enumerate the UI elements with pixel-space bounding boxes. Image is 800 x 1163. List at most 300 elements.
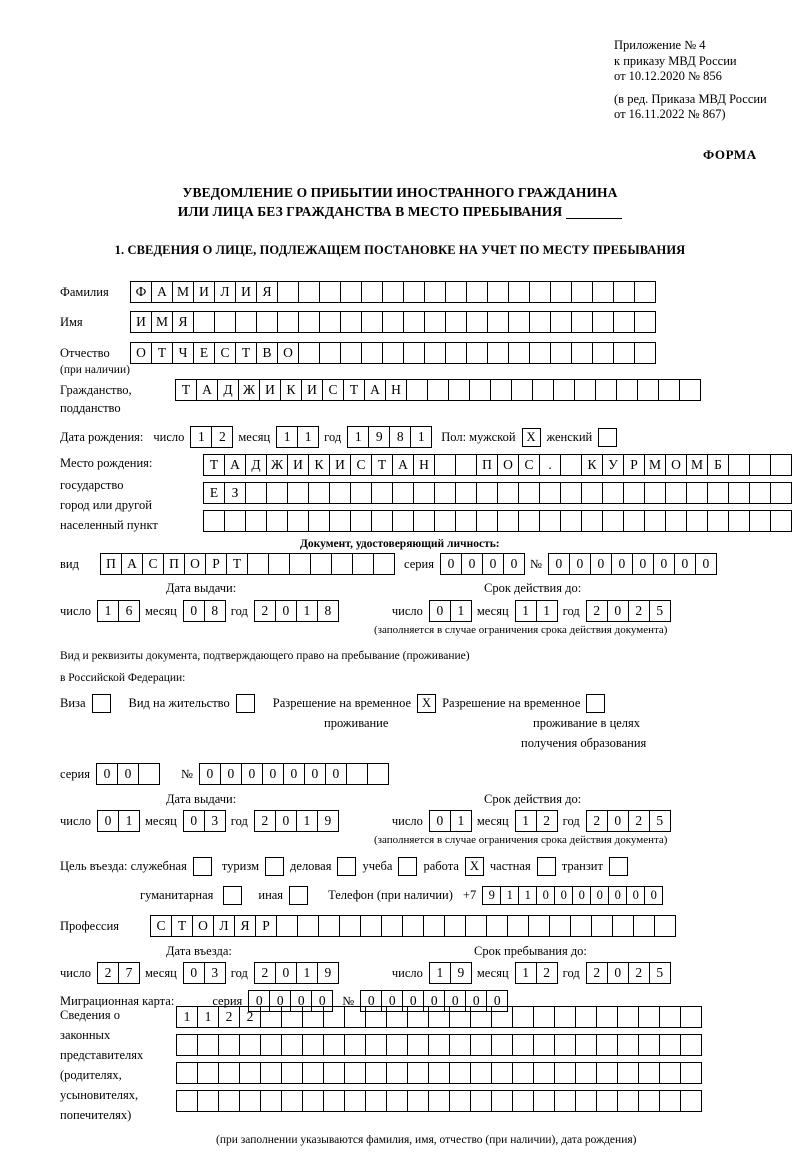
char-cell[interactable] xyxy=(497,482,519,504)
char-cell[interactable] xyxy=(281,1062,303,1084)
char-cell[interactable] xyxy=(574,379,596,401)
char-cell[interactable] xyxy=(470,1034,492,1056)
char-cell[interactable] xyxy=(487,342,509,364)
char-cell[interactable]: 0 xyxy=(569,553,591,575)
char-cell[interactable]: 0 xyxy=(536,886,555,905)
char-cell[interactable] xyxy=(770,482,792,504)
char-cell[interactable]: М xyxy=(644,454,666,476)
char-cell[interactable] xyxy=(612,915,634,937)
profession-input[interactable] xyxy=(150,915,675,937)
char-cell[interactable] xyxy=(560,454,582,476)
char-cell[interactable] xyxy=(424,281,446,303)
purpose-tourism-checkbox[interactable] xyxy=(265,857,284,876)
char-cell[interactable] xyxy=(560,510,582,532)
char-cell[interactable]: Р xyxy=(205,553,227,575)
char-cell[interactable]: 0 xyxy=(304,763,326,785)
char-cell[interactable]: С xyxy=(214,342,236,364)
char-cell[interactable] xyxy=(596,1062,618,1084)
char-cell[interactable] xyxy=(554,1062,576,1084)
char-cell[interactable]: 0 xyxy=(183,962,205,984)
char-cell[interactable]: Р xyxy=(623,454,645,476)
char-cell[interactable] xyxy=(550,311,572,333)
char-cell[interactable] xyxy=(487,311,509,333)
char-cell[interactable] xyxy=(319,281,341,303)
char-cell[interactable] xyxy=(470,1006,492,1028)
char-cell[interactable] xyxy=(176,1090,198,1112)
char-cell[interactable] xyxy=(298,281,320,303)
char-cell[interactable]: 1 xyxy=(515,962,537,984)
char-cell[interactable] xyxy=(469,379,491,401)
char-cell[interactable] xyxy=(340,342,362,364)
char-cell[interactable]: О xyxy=(130,342,152,364)
char-cell[interactable]: 0 xyxy=(96,763,118,785)
char-cell[interactable] xyxy=(434,482,456,504)
char-cell[interactable] xyxy=(490,379,512,401)
stay-issue-month-input[interactable] xyxy=(183,810,225,832)
char-cell[interactable] xyxy=(329,510,351,532)
char-cell[interactable] xyxy=(491,1034,513,1056)
char-cell[interactable] xyxy=(361,342,383,364)
char-cell[interactable] xyxy=(218,1034,240,1056)
char-cell[interactable] xyxy=(260,1006,282,1028)
char-cell[interactable]: Т xyxy=(151,342,173,364)
char-cell[interactable]: 0 xyxy=(482,553,504,575)
char-cell[interactable]: 0 xyxy=(381,990,403,1012)
birthplace-row-2-input[interactable] xyxy=(203,482,791,504)
char-cell[interactable]: 1 xyxy=(429,962,451,984)
valid-day-input[interactable] xyxy=(429,600,471,622)
char-cell[interactable]: 1 xyxy=(97,600,119,622)
char-cell[interactable]: 0 xyxy=(248,990,270,1012)
char-cell[interactable]: 0 xyxy=(572,886,591,905)
char-cell[interactable]: 0 xyxy=(402,990,424,1012)
char-cell[interactable]: 9 xyxy=(317,810,339,832)
char-cell[interactable]: 3 xyxy=(204,962,226,984)
char-cell[interactable]: 0 xyxy=(548,553,570,575)
char-cell[interactable] xyxy=(449,1090,471,1112)
char-cell[interactable] xyxy=(323,1062,345,1084)
char-cell[interactable]: 2 xyxy=(586,600,608,622)
char-cell[interactable]: К xyxy=(280,379,302,401)
char-cell[interactable] xyxy=(424,342,446,364)
char-cell[interactable] xyxy=(623,510,645,532)
char-cell[interactable] xyxy=(679,379,701,401)
char-cell[interactable] xyxy=(728,510,750,532)
char-cell[interactable] xyxy=(406,379,428,401)
char-cell[interactable] xyxy=(637,379,659,401)
purpose-study-checkbox[interactable] xyxy=(398,857,417,876)
char-cell[interactable]: С xyxy=(322,379,344,401)
char-cell[interactable]: 2 xyxy=(628,600,650,622)
char-cell[interactable] xyxy=(382,342,404,364)
char-cell[interactable] xyxy=(508,342,530,364)
char-cell[interactable] xyxy=(407,1006,429,1028)
char-cell[interactable] xyxy=(680,1062,702,1084)
char-cell[interactable] xyxy=(617,1090,639,1112)
char-cell[interactable]: 8 xyxy=(389,426,411,448)
char-cell[interactable] xyxy=(449,1062,471,1084)
char-cell[interactable] xyxy=(532,379,554,401)
char-cell[interactable] xyxy=(592,311,614,333)
char-cell[interactable] xyxy=(539,482,561,504)
char-cell[interactable] xyxy=(634,342,656,364)
char-cell[interactable] xyxy=(518,482,540,504)
char-cell[interactable] xyxy=(575,1090,597,1112)
visa-checkbox[interactable] xyxy=(92,694,111,713)
name-input[interactable] xyxy=(130,311,655,333)
char-cell[interactable]: 6 xyxy=(118,600,140,622)
char-cell[interactable] xyxy=(512,1034,534,1056)
char-cell[interactable]: Л xyxy=(214,281,236,303)
char-cell[interactable] xyxy=(323,1034,345,1056)
char-cell[interactable] xyxy=(638,1006,660,1028)
char-cell[interactable] xyxy=(365,1034,387,1056)
char-cell[interactable]: 0 xyxy=(626,886,645,905)
stay-issue-day-input[interactable] xyxy=(97,810,139,832)
doc-type-input[interactable] xyxy=(100,553,394,575)
char-cell[interactable]: 0 xyxy=(444,990,466,1012)
char-cell[interactable]: И xyxy=(130,311,152,333)
char-cell[interactable]: 8 xyxy=(204,600,226,622)
valid-month-input[interactable] xyxy=(515,600,557,622)
char-cell[interactable]: 2 xyxy=(97,962,119,984)
char-cell[interactable]: Я xyxy=(172,311,194,333)
char-cell[interactable]: 2 xyxy=(254,600,276,622)
char-cell[interactable]: 9 xyxy=(482,886,501,905)
char-cell[interactable] xyxy=(533,1006,555,1028)
char-cell[interactable] xyxy=(554,1090,576,1112)
char-cell[interactable] xyxy=(381,915,403,937)
char-cell[interactable] xyxy=(245,510,267,532)
char-cell[interactable] xyxy=(476,510,498,532)
char-cell[interactable]: 0 xyxy=(290,990,312,1012)
char-cell[interactable] xyxy=(373,553,395,575)
char-cell[interactable]: 5 xyxy=(649,962,671,984)
char-cell[interactable] xyxy=(392,510,414,532)
char-cell[interactable] xyxy=(638,1090,660,1112)
char-cell[interactable]: С xyxy=(142,553,164,575)
char-cell[interactable]: 0 xyxy=(199,763,221,785)
char-cell[interactable]: 0 xyxy=(117,763,139,785)
char-cell[interactable]: К xyxy=(308,454,330,476)
char-cell[interactable]: Е xyxy=(193,342,215,364)
legal-rep-row-3-input[interactable] xyxy=(176,1062,701,1084)
char-cell[interactable] xyxy=(239,1034,261,1056)
char-cell[interactable] xyxy=(361,281,383,303)
char-cell[interactable]: 0 xyxy=(461,553,483,575)
char-cell[interactable]: Т xyxy=(175,379,197,401)
char-cell[interactable] xyxy=(553,379,575,401)
char-cell[interactable] xyxy=(507,915,529,937)
legal-rep-row-2-input[interactable] xyxy=(176,1034,701,1056)
char-cell[interactable]: М xyxy=(686,454,708,476)
char-cell[interactable] xyxy=(247,553,269,575)
char-cell[interactable] xyxy=(365,1062,387,1084)
char-cell[interactable]: И xyxy=(301,379,323,401)
char-cell[interactable] xyxy=(403,311,425,333)
char-cell[interactable]: 0 xyxy=(423,990,445,1012)
char-cell[interactable] xyxy=(289,553,311,575)
stay-issue-year-input[interactable] xyxy=(254,810,338,832)
char-cell[interactable] xyxy=(346,763,368,785)
char-cell[interactable] xyxy=(465,915,487,937)
char-cell[interactable] xyxy=(470,1062,492,1084)
char-cell[interactable] xyxy=(352,553,374,575)
char-cell[interactable]: 1 xyxy=(197,1006,219,1028)
char-cell[interactable] xyxy=(596,1090,618,1112)
char-cell[interactable] xyxy=(302,1034,324,1056)
char-cell[interactable]: 0 xyxy=(429,810,451,832)
char-cell[interactable] xyxy=(266,482,288,504)
stayuntil-month-input[interactable] xyxy=(515,962,557,984)
char-cell[interactable]: 0 xyxy=(607,810,629,832)
char-cell[interactable] xyxy=(591,915,613,937)
char-cell[interactable] xyxy=(319,342,341,364)
char-cell[interactable]: 8 xyxy=(317,600,339,622)
birthplace-row-1-input[interactable] xyxy=(203,454,791,476)
char-cell[interactable] xyxy=(550,342,572,364)
char-cell[interactable] xyxy=(197,1034,219,1056)
char-cell[interactable]: И xyxy=(193,281,215,303)
char-cell[interactable] xyxy=(266,510,288,532)
char-cell[interactable] xyxy=(634,311,656,333)
char-cell[interactable] xyxy=(571,311,593,333)
char-cell[interactable] xyxy=(344,1062,366,1084)
char-cell[interactable] xyxy=(245,482,267,504)
char-cell[interactable] xyxy=(386,1062,408,1084)
char-cell[interactable] xyxy=(344,1006,366,1028)
issue-day-input[interactable] xyxy=(97,600,139,622)
char-cell[interactable] xyxy=(533,1034,555,1056)
char-cell[interactable]: Т xyxy=(226,553,248,575)
char-cell[interactable] xyxy=(277,311,299,333)
char-cell[interactable] xyxy=(491,1090,513,1112)
char-cell[interactable] xyxy=(686,510,708,532)
char-cell[interactable] xyxy=(508,311,530,333)
char-cell[interactable]: Е xyxy=(203,482,225,504)
char-cell[interactable] xyxy=(638,1034,660,1056)
char-cell[interactable] xyxy=(518,510,540,532)
char-cell[interactable]: 0 xyxy=(183,600,205,622)
char-cell[interactable] xyxy=(382,281,404,303)
char-cell[interactable]: 2 xyxy=(211,426,233,448)
char-cell[interactable]: 1 xyxy=(410,426,432,448)
entry-day-input[interactable] xyxy=(97,962,139,984)
char-cell[interactable] xyxy=(486,915,508,937)
char-cell[interactable]: А xyxy=(196,379,218,401)
char-cell[interactable] xyxy=(707,482,729,504)
char-cell[interactable]: К xyxy=(581,454,603,476)
char-cell[interactable] xyxy=(287,510,309,532)
char-cell[interactable] xyxy=(659,1062,681,1084)
char-cell[interactable] xyxy=(570,915,592,937)
char-cell[interactable] xyxy=(340,281,362,303)
char-cell[interactable] xyxy=(367,763,389,785)
char-cell[interactable] xyxy=(350,510,372,532)
legal-rep-row-4-input[interactable] xyxy=(176,1090,701,1112)
char-cell[interactable]: А xyxy=(364,379,386,401)
char-cell[interactable] xyxy=(260,1090,282,1112)
char-cell[interactable] xyxy=(707,510,729,532)
purpose-private-checkbox[interactable] xyxy=(537,857,556,876)
birth-month-input[interactable] xyxy=(276,426,318,448)
phone-input[interactable] xyxy=(482,886,662,905)
char-cell[interactable]: Д xyxy=(217,379,239,401)
char-cell[interactable]: 0 xyxy=(97,810,119,832)
char-cell[interactable] xyxy=(298,342,320,364)
char-cell[interactable]: 1 xyxy=(515,600,537,622)
char-cell[interactable] xyxy=(596,1006,618,1028)
char-cell[interactable] xyxy=(310,553,332,575)
birthplace-row-3-input[interactable] xyxy=(203,510,791,532)
char-cell[interactable] xyxy=(644,510,666,532)
char-cell[interactable] xyxy=(529,311,551,333)
char-cell[interactable] xyxy=(239,1090,261,1112)
char-cell[interactable] xyxy=(728,454,750,476)
char-cell[interactable]: 1 xyxy=(296,600,318,622)
char-cell[interactable] xyxy=(197,1090,219,1112)
char-cell[interactable]: 1 xyxy=(536,600,558,622)
char-cell[interactable] xyxy=(613,281,635,303)
char-cell[interactable]: 2 xyxy=(536,810,558,832)
birth-year-input[interactable] xyxy=(347,426,431,448)
char-cell[interactable]: Ж xyxy=(238,379,260,401)
char-cell[interactable]: 0 xyxy=(325,763,347,785)
char-cell[interactable] xyxy=(371,510,393,532)
char-cell[interactable]: 0 xyxy=(429,600,451,622)
char-cell[interactable] xyxy=(680,1006,702,1028)
char-cell[interactable]: 2 xyxy=(218,1006,240,1028)
char-cell[interactable]: 0 xyxy=(607,600,629,622)
char-cell[interactable]: 5 xyxy=(649,810,671,832)
char-cell[interactable] xyxy=(455,510,477,532)
char-cell[interactable]: 0 xyxy=(220,763,242,785)
char-cell[interactable] xyxy=(428,1034,450,1056)
char-cell[interactable] xyxy=(281,1090,303,1112)
char-cell[interactable] xyxy=(268,553,290,575)
char-cell[interactable]: П xyxy=(476,454,498,476)
doc-number-input[interactable] xyxy=(548,553,716,575)
char-cell[interactable]: Л xyxy=(213,915,235,937)
char-cell[interactable] xyxy=(445,311,467,333)
char-cell[interactable]: 0 xyxy=(262,763,284,785)
legal-rep-row-1-input[interactable] xyxy=(176,1006,701,1028)
char-cell[interactable] xyxy=(571,281,593,303)
char-cell[interactable] xyxy=(638,1062,660,1084)
char-cell[interactable]: Т xyxy=(203,454,225,476)
char-cell[interactable]: 1 xyxy=(500,886,519,905)
char-cell[interactable] xyxy=(193,311,215,333)
char-cell[interactable]: М xyxy=(151,311,173,333)
purpose-business-checkbox[interactable] xyxy=(337,857,356,876)
char-cell[interactable]: 0 xyxy=(611,553,633,575)
char-cell[interactable]: А xyxy=(392,454,414,476)
char-cell[interactable]: В xyxy=(256,342,278,364)
char-cell[interactable] xyxy=(224,510,246,532)
char-cell[interactable] xyxy=(539,510,561,532)
char-cell[interactable] xyxy=(350,482,372,504)
char-cell[interactable] xyxy=(318,915,340,937)
purpose-humanitarian-checkbox[interactable] xyxy=(223,886,242,905)
char-cell[interactable] xyxy=(554,1034,576,1056)
char-cell[interactable]: 0 xyxy=(275,810,297,832)
char-cell[interactable] xyxy=(470,1090,492,1112)
char-cell[interactable] xyxy=(659,1090,681,1112)
char-cell[interactable] xyxy=(487,281,509,303)
char-cell[interactable] xyxy=(686,482,708,504)
char-cell[interactable]: 2 xyxy=(536,962,558,984)
char-cell[interactable] xyxy=(281,1034,303,1056)
char-cell[interactable]: 9 xyxy=(450,962,472,984)
char-cell[interactable] xyxy=(260,1034,282,1056)
char-cell[interactable] xyxy=(613,311,635,333)
char-cell[interactable] xyxy=(665,510,687,532)
char-cell[interactable] xyxy=(428,1090,450,1112)
char-cell[interactable] xyxy=(176,1034,198,1056)
char-cell[interactable] xyxy=(595,379,617,401)
char-cell[interactable]: 0 xyxy=(653,553,675,575)
char-cell[interactable]: П xyxy=(100,553,122,575)
char-cell[interactable]: 0 xyxy=(311,990,333,1012)
char-cell[interactable] xyxy=(512,1006,534,1028)
char-cell[interactable] xyxy=(749,482,771,504)
char-cell[interactable] xyxy=(596,1034,618,1056)
char-cell[interactable] xyxy=(298,311,320,333)
char-cell[interactable] xyxy=(365,1090,387,1112)
char-cell[interactable]: 5 xyxy=(649,600,671,622)
char-cell[interactable]: П xyxy=(163,553,185,575)
char-cell[interactable]: 2 xyxy=(239,1006,261,1028)
char-cell[interactable]: Н xyxy=(385,379,407,401)
char-cell[interactable]: 0 xyxy=(269,990,291,1012)
char-cell[interactable]: 9 xyxy=(317,962,339,984)
char-cell[interactable]: И xyxy=(287,454,309,476)
char-cell[interactable] xyxy=(560,482,582,504)
char-cell[interactable] xyxy=(554,1006,576,1028)
char-cell[interactable] xyxy=(276,915,298,937)
surname-input[interactable] xyxy=(130,281,655,303)
char-cell[interactable] xyxy=(658,379,680,401)
char-cell[interactable] xyxy=(365,1006,387,1028)
char-cell[interactable]: 3 xyxy=(204,810,226,832)
char-cell[interactable]: Т xyxy=(343,379,365,401)
char-cell[interactable]: 0 xyxy=(275,962,297,984)
char-cell[interactable] xyxy=(340,311,362,333)
char-cell[interactable] xyxy=(176,1062,198,1084)
char-cell[interactable]: 2 xyxy=(586,962,608,984)
char-cell[interactable] xyxy=(445,281,467,303)
char-cell[interactable] xyxy=(218,1090,240,1112)
char-cell[interactable]: Я xyxy=(234,915,256,937)
char-cell[interactable] xyxy=(308,510,330,532)
char-cell[interactable] xyxy=(344,1090,366,1112)
char-cell[interactable] xyxy=(644,482,666,504)
char-cell[interactable]: 2 xyxy=(628,962,650,984)
char-cell[interactable]: З xyxy=(224,482,246,504)
char-cell[interactable]: 0 xyxy=(590,886,609,905)
char-cell[interactable] xyxy=(360,915,382,937)
char-cell[interactable]: Т xyxy=(171,915,193,937)
char-cell[interactable] xyxy=(613,342,635,364)
char-cell[interactable]: 2 xyxy=(628,810,650,832)
char-cell[interactable] xyxy=(634,281,656,303)
char-cell[interactable] xyxy=(434,510,456,532)
char-cell[interactable] xyxy=(749,510,771,532)
char-cell[interactable]: О xyxy=(497,454,519,476)
char-cell[interactable] xyxy=(581,510,603,532)
char-cell[interactable] xyxy=(466,281,488,303)
char-cell[interactable]: 0 xyxy=(360,990,382,1012)
